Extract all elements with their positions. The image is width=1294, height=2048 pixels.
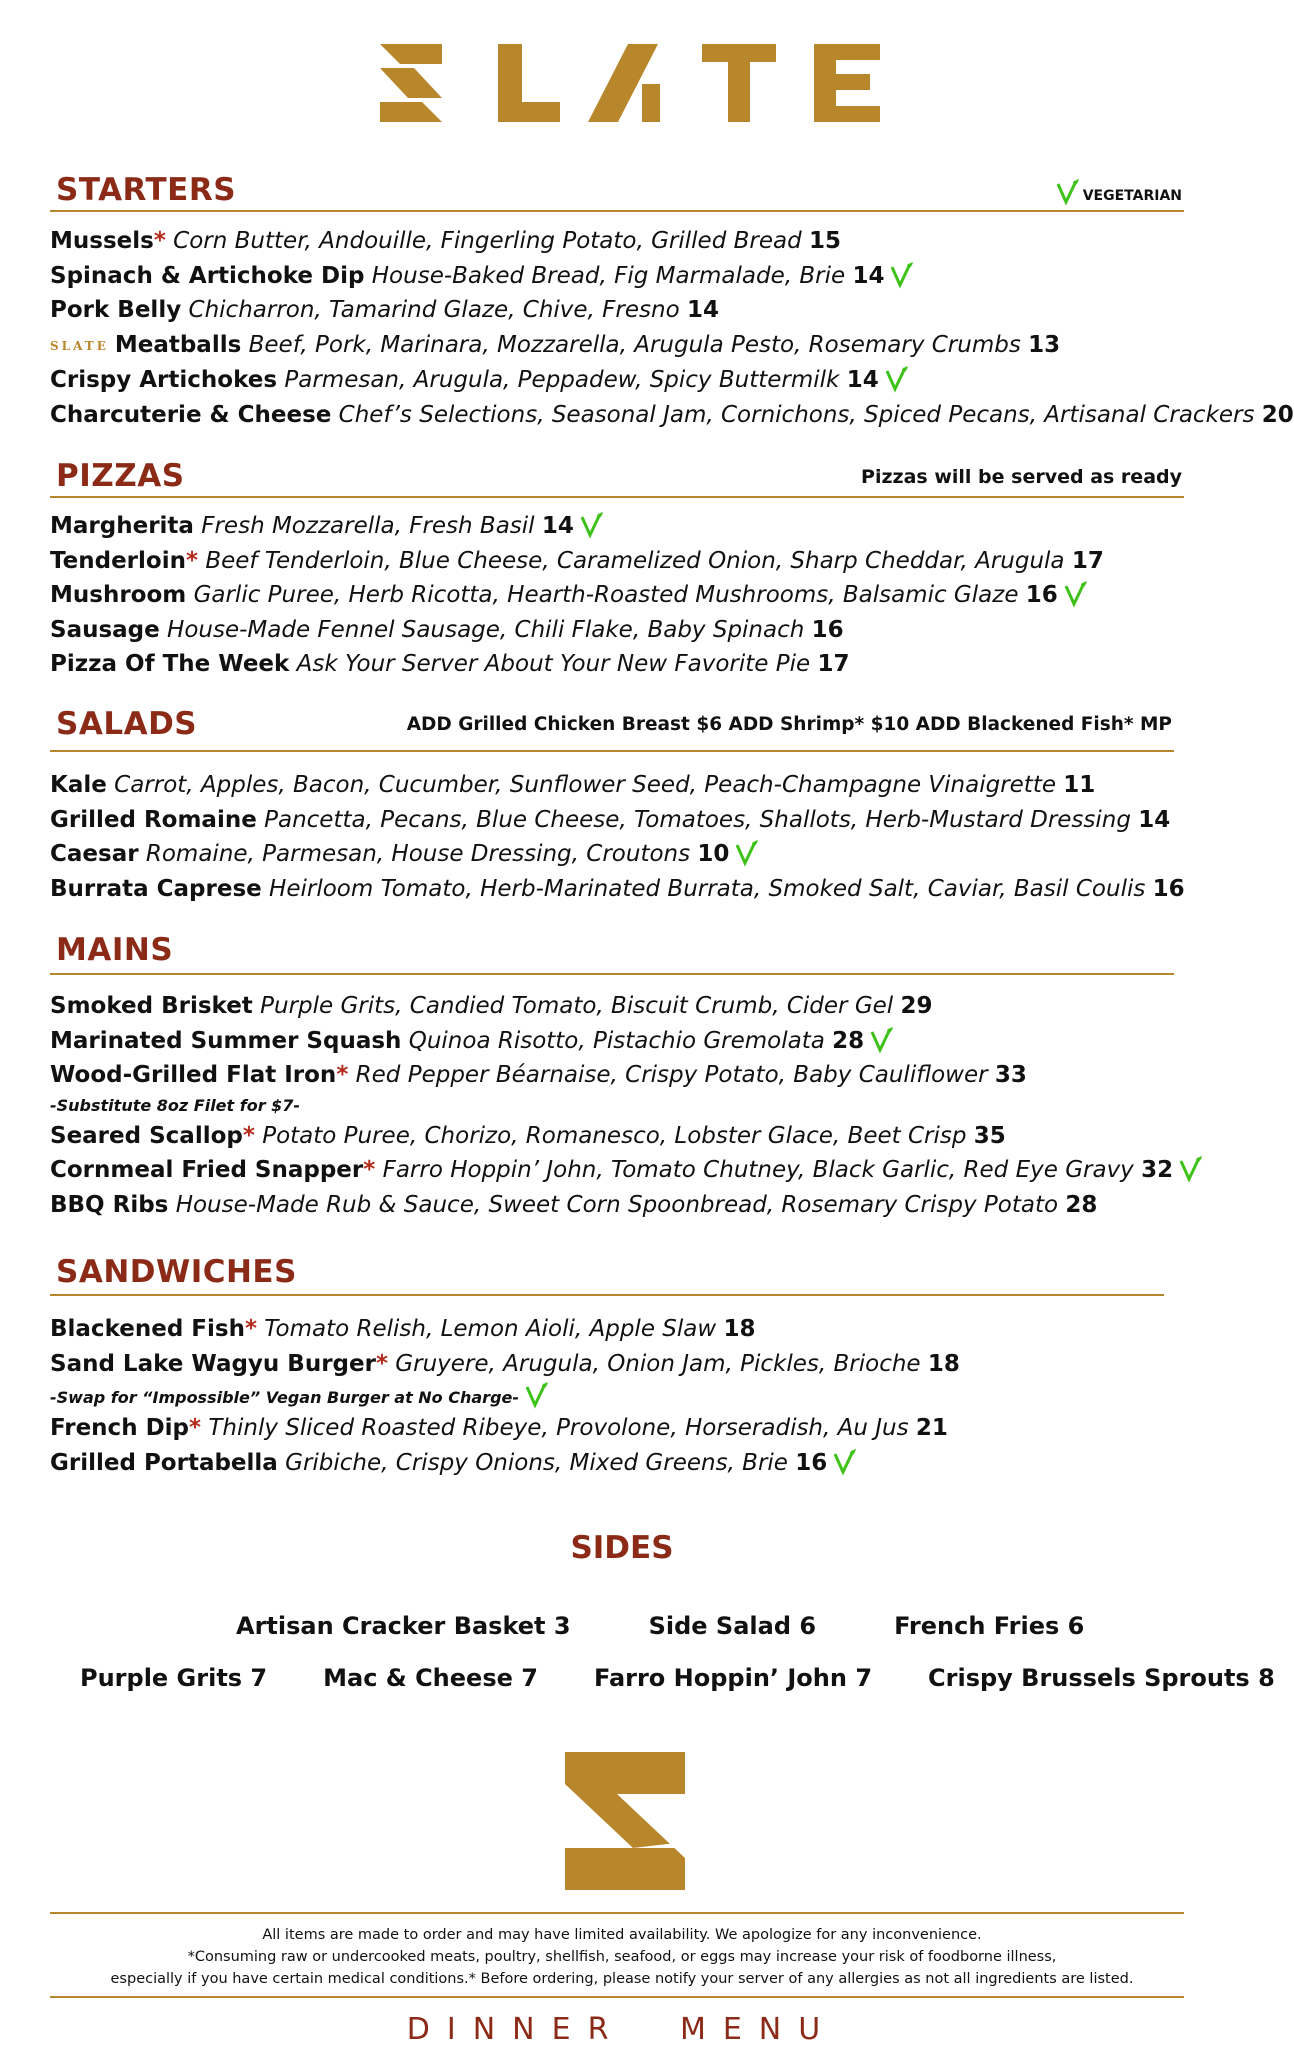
item-description: Romaine, Parmesan, House Dressing, Croutons bbox=[145, 841, 691, 867]
raw-warning-star: * bbox=[363, 1157, 376, 1183]
sandwiches-header bbox=[56, 1248, 1056, 1292]
raw-warning-star: * bbox=[242, 1122, 255, 1149]
vegetarian-icon bbox=[885, 365, 909, 391]
item-price: 21 bbox=[915, 1415, 948, 1441]
section-divider bbox=[50, 210, 1184, 212]
item-name: Spinach & Artichoke Dip bbox=[50, 262, 365, 289]
item-price: 16 bbox=[1025, 582, 1058, 608]
item-name: Marinated Summer Squash bbox=[50, 1027, 402, 1054]
menu-item bbox=[50, 803, 1185, 838]
s-emblem-logo bbox=[565, 1752, 685, 1890]
item-name: Wood-Grilled Flat Iron bbox=[50, 1062, 337, 1088]
vegetarian-icon bbox=[1179, 1155, 1203, 1181]
side-item: Artisan Cracker Basket 3 bbox=[236, 1612, 571, 1640]
item-name: Margherita bbox=[50, 513, 194, 539]
menu-item bbox=[50, 363, 1294, 398]
menu-item bbox=[50, 1312, 960, 1347]
vegetarian-label: VEGETARIAN bbox=[1082, 188, 1182, 204]
item-description: Gruyere, Arugula, Onion Jam, Pickles, Brioche bbox=[395, 1350, 921, 1377]
side-item: Farro Hoppin’ John 7 bbox=[593, 1664, 873, 1692]
item-name: BBQ Ribs bbox=[50, 1191, 169, 1218]
side-item: Side Salad 6 bbox=[648, 1612, 817, 1640]
item-name: Mussels bbox=[50, 228, 154, 254]
item-price: 18 bbox=[723, 1316, 756, 1342]
item-name: Mushroom bbox=[50, 582, 187, 608]
item-description: Red Pepper Béarnaise, Crispy Potato, Baby Cauliflower bbox=[355, 1062, 988, 1088]
sides-row bbox=[236, 1612, 1084, 1640]
item-name: Seared Scallop bbox=[50, 1122, 243, 1149]
footer-line: especially if you have certain medical conditions.* Before ordering, please notify your server of any allergies as not all ingredients are listed. bbox=[110, 1971, 1134, 1987]
section-title: SALADS bbox=[56, 706, 198, 742]
menu-item bbox=[50, 544, 1104, 579]
section-divider bbox=[50, 1294, 1164, 1296]
footer-line: *Consuming raw or undercooked meats, poultry, shellfish, seafood, or eggs may increase your risk of foodborne illness, bbox=[187, 1949, 1057, 1965]
menu-item bbox=[50, 224, 1294, 259]
section-divider bbox=[50, 750, 1174, 752]
item-name: Pizza Of The Week bbox=[50, 651, 290, 677]
sandwiches-list bbox=[50, 1312, 960, 1480]
menu-item bbox=[50, 1024, 1203, 1059]
item-description: Chef’s Selections, Seasonal Jam, Cornichons, Spiced Pecans, Artisanal Crackers bbox=[338, 401, 1255, 428]
mini-slate-logo: SLATE bbox=[50, 338, 109, 353]
item-name: Charcuterie & Cheese bbox=[50, 401, 332, 428]
item-description: Quinoa Risotto, Pistachio Gremolata bbox=[408, 1027, 825, 1054]
item-description: Potato Puree, Chorizo, Romanesco, Lobster Glace, Beet Crisp bbox=[262, 1122, 967, 1149]
item-description: Farro Hoppin’ John, Tomato Chutney, Black Garlic, Red Eye Gravy bbox=[382, 1157, 1134, 1183]
item-price: 14 bbox=[846, 367, 879, 393]
item-price: 29 bbox=[900, 993, 933, 1019]
section-title: STARTERS bbox=[56, 172, 237, 208]
item-price: 14 bbox=[852, 262, 885, 289]
item-name: French Dip bbox=[50, 1415, 190, 1441]
item-price: 35 bbox=[973, 1122, 1006, 1149]
item-description: Beef, Pork, Marinara, Mozzarella, Arugula Pesto, Rosemary Crumbs bbox=[248, 331, 1021, 358]
vegetarian-icon bbox=[1056, 178, 1080, 204]
pizzas-header bbox=[56, 452, 1182, 496]
vegetarian-icon bbox=[870, 1026, 894, 1052]
menu-item bbox=[50, 398, 1294, 433]
item-name: Burrata Caprese bbox=[50, 875, 262, 902]
raw-warning-star: * bbox=[336, 1062, 349, 1088]
item-description: House-Made Fennel Sausage, Chili Flake, Baby Spinach bbox=[167, 616, 805, 643]
raw-warning-star: * bbox=[153, 228, 166, 254]
section-divider bbox=[50, 973, 1174, 975]
menu-item bbox=[50, 1153, 1203, 1188]
item-price: 18 bbox=[927, 1350, 960, 1377]
item-name: Sausage bbox=[50, 616, 160, 643]
section-divider bbox=[50, 496, 1184, 498]
pizzas-note: Pizzas will be served as ready bbox=[861, 466, 1182, 488]
menu-item bbox=[50, 509, 1104, 544]
item-description: Carrot, Apples, Bacon, Cucumber, Sunflower Seed, Peach-Champagne Vinaigrette bbox=[114, 772, 1056, 798]
mains-header bbox=[56, 926, 1056, 970]
item-description: Tomato Relish, Lemon Aioli, Apple Slaw bbox=[264, 1316, 717, 1342]
starters-header bbox=[56, 166, 1182, 210]
item-price: 16 bbox=[795, 1449, 828, 1476]
slate-logo bbox=[380, 44, 880, 122]
footer-line: All items are made to order and may have limited availability. We apologize for any inconvenience. bbox=[262, 1927, 982, 1943]
salads-note: ADD Grilled Chicken Breast $6 ADD Shrimp* $10 ADD Blackened Fish* MP bbox=[406, 714, 1172, 735]
item-description: House-Made Rub & Sauce, Sweet Corn Spoonbread, Rosemary Crispy Potato bbox=[175, 1191, 1059, 1218]
item-price: 16 bbox=[1152, 875, 1185, 902]
item-note: -Substitute 8oz Filet for $7- bbox=[50, 1095, 301, 1115]
menu-item bbox=[50, 1119, 1203, 1154]
vegetarian-legend bbox=[1050, 178, 1182, 210]
menu-item bbox=[50, 293, 1294, 328]
item-name: Caesar bbox=[50, 841, 139, 867]
item-price: 14 bbox=[686, 297, 719, 323]
item-name: Pork Belly bbox=[50, 297, 182, 323]
menu-item bbox=[50, 1446, 960, 1481]
item-description: Garlic Puree, Herb Ricotta, Hearth-Roasted Mushrooms, Balsamic Glaze bbox=[193, 582, 1019, 608]
item-description: House-Baked Bread, Fig Marmalade, Brie bbox=[371, 262, 846, 289]
side-item: French Fries 6 bbox=[894, 1612, 1085, 1640]
vegetarian-icon bbox=[833, 1448, 857, 1474]
sides-row bbox=[80, 1664, 1275, 1692]
salads-list bbox=[50, 768, 1185, 906]
menu-item bbox=[50, 872, 1185, 907]
footer-divider bbox=[50, 1912, 1184, 1914]
menu-item bbox=[50, 1188, 1203, 1223]
sides-title: SIDES bbox=[570, 1530, 674, 1566]
item-price: 13 bbox=[1028, 331, 1061, 358]
pizzas-list bbox=[50, 509, 1104, 682]
item-description: Gribiche, Crispy Onions, Mixed Greens, Brie bbox=[285, 1449, 788, 1476]
menu-item bbox=[50, 837, 1185, 872]
item-description: Thinly Sliced Roasted Ribeye, Provolone, Horseradish, Au Jus bbox=[208, 1415, 909, 1441]
item-price: 17 bbox=[817, 651, 850, 677]
starters-list bbox=[50, 224, 1294, 432]
menu-item bbox=[50, 1411, 960, 1446]
item-name: Grilled Portabella bbox=[50, 1449, 278, 1476]
menu-item bbox=[50, 1058, 1203, 1093]
item-description: Corn Butter, Andouille, Fingerling Potato, Grilled Bread bbox=[173, 228, 802, 254]
item-price: 14 bbox=[541, 513, 574, 539]
item-name: Grilled Romaine bbox=[50, 806, 257, 833]
item-name: Sand Lake Wagyu Burger bbox=[50, 1350, 376, 1377]
item-price: 20 bbox=[1261, 401, 1294, 428]
item-note: -Swap for “Impossible” Vegan Burger at No Charge- bbox=[50, 1381, 960, 1411]
item-price: 17 bbox=[1071, 547, 1104, 574]
vegetarian-icon bbox=[1064, 580, 1088, 606]
section-title: MAINS bbox=[56, 932, 174, 968]
raw-warning-star: * bbox=[244, 1316, 257, 1342]
vegetarian-icon bbox=[580, 511, 604, 537]
item-name: Blackened Fish bbox=[50, 1316, 245, 1342]
section-title: SANDWICHES bbox=[56, 1254, 297, 1290]
dinner-menu-label: DINNER MENU bbox=[406, 2012, 838, 2047]
vegetarian-icon bbox=[525, 1381, 549, 1407]
salads-header bbox=[56, 700, 1172, 744]
side-item: Crispy Brussels Sprouts 8 bbox=[928, 1664, 1275, 1692]
raw-warning-star: * bbox=[375, 1350, 388, 1377]
item-price: 33 bbox=[994, 1062, 1027, 1088]
menu-item bbox=[50, 989, 1203, 1024]
section-title: PIZZAS bbox=[56, 458, 185, 494]
item-description: Fresh Mozzarella, Fresh Basil bbox=[201, 513, 535, 539]
item-price: 10 bbox=[697, 841, 730, 867]
item-price: 14 bbox=[1138, 806, 1171, 833]
item-name: Crispy Artichokes bbox=[50, 367, 278, 393]
item-name: Tenderloin bbox=[50, 547, 186, 574]
menu-item bbox=[50, 647, 1104, 682]
item-price: 11 bbox=[1063, 772, 1096, 798]
item-name: Cornmeal Fried Snapper bbox=[50, 1157, 364, 1183]
item-name: Smoked Brisket bbox=[50, 993, 253, 1019]
item-description: Chicharron, Tamarind Glaze, Chive, Fresno bbox=[188, 297, 680, 323]
item-price: 15 bbox=[809, 228, 842, 254]
raw-warning-star: * bbox=[185, 547, 198, 574]
mains-list bbox=[50, 989, 1203, 1222]
footer-disclaimer bbox=[60, 1924, 1184, 1990]
menu-item bbox=[50, 613, 1104, 648]
item-description: Purple Grits, Candied Tomato, Biscuit Crumb, Cider Gel bbox=[260, 993, 894, 1019]
item-description: Beef Tenderloin, Blue Cheese, Caramelized Onion, Sharp Cheddar, Arugula bbox=[205, 547, 1065, 574]
footer-divider bbox=[50, 1996, 1184, 1998]
item-price: 28 bbox=[832, 1027, 865, 1054]
item-price: 32 bbox=[1141, 1157, 1174, 1183]
menu-item bbox=[50, 328, 1294, 364]
side-item: Purple Grits 7 bbox=[80, 1664, 268, 1692]
item-name: Kale bbox=[50, 772, 107, 798]
menu-item bbox=[50, 259, 1294, 294]
item-description: Parmesan, Arugula, Peppadew, Spicy Buttermilk bbox=[284, 367, 840, 393]
item-description: Ask Your Server About Your New Favorite Pie bbox=[296, 651, 811, 677]
item-name: Meatballs bbox=[114, 331, 242, 358]
menu-item bbox=[50, 1347, 960, 1382]
vegetarian-icon bbox=[735, 839, 759, 865]
side-item: Mac & Cheese 7 bbox=[323, 1664, 538, 1692]
menu-item bbox=[50, 768, 1185, 803]
menu-item bbox=[50, 578, 1104, 613]
item-description: Pancetta, Pecans, Blue Cheese, Tomatoes, Shallots, Herb-Mustard Dressing bbox=[264, 806, 1131, 833]
item-description: Heirloom Tomato, Herb-Marinated Burrata, Smoked Salt, Caviar, Basil Coulis bbox=[269, 875, 1146, 902]
vegetarian-icon bbox=[890, 261, 914, 287]
item-price: 16 bbox=[811, 616, 844, 643]
item-price: 28 bbox=[1065, 1191, 1098, 1218]
raw-warning-star: * bbox=[189, 1415, 202, 1441]
